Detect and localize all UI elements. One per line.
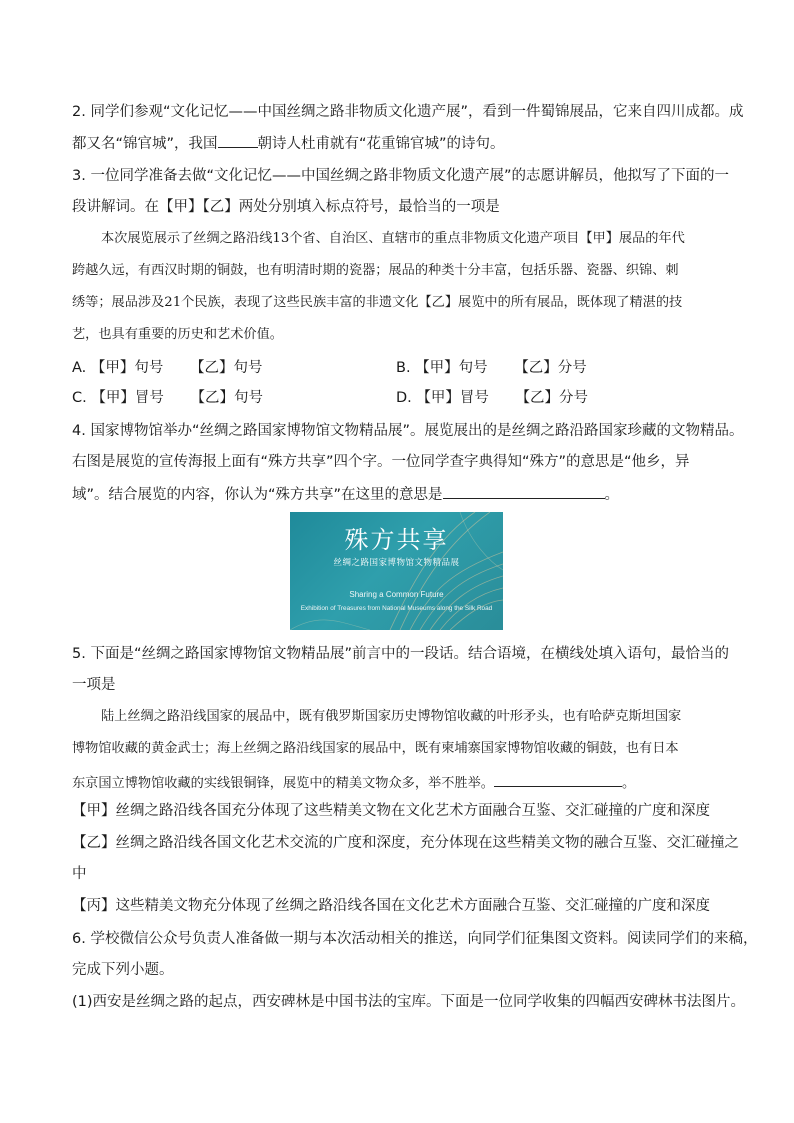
q3-option-c[interactable]	[72, 388, 263, 408]
option-jia: 【甲】句号	[90, 360, 164, 376]
q5-choice-jia: 【甲】丝绸之路沿线各国充分体现了这些精美文物在文化艺术方面融合互鉴、交汇碰撞的广度和深度	[72, 803, 710, 819]
q3-passage-line-3: 绣等；展品涉及21个民族，表现了这些民族丰富的非遗文化【乙】展览中的所有展品，既体现了精湛的技	[72, 295, 683, 310]
poster-title: 殊方共享	[344, 526, 449, 554]
option-jia: 【甲】句号	[415, 360, 488, 376]
option-yi: 【乙】分号	[515, 390, 588, 406]
exhibition-poster-image	[290, 512, 503, 630]
q5-passage-line-2: 博物馆收藏的黄金武士；海上丝绸之路沿线国家的展品中，既有柬埔寨国家博物馆收藏的铜鼓，也有日本	[72, 741, 679, 756]
q5-choice-yi-line-2: 中	[72, 866, 87, 882]
option-yi: 【乙】分号	[514, 360, 587, 376]
q2-line-2	[72, 132, 724, 154]
q4-line-3-start: 域”。结合展览的内容，你认为“殊方共享”在这里的意思是	[72, 487, 443, 503]
q4-line-3	[72, 483, 724, 505]
q5-choice-yi-line-1: 【乙】丝绸之路沿线各国文化艺术交流的广度和深度，充分体现在这些精美文物的融合互鉴、交汇碰撞之	[72, 835, 739, 851]
q2-line-2-start: 都又名“锦官城”，我国	[72, 136, 218, 152]
q3-passage-line-1: 本次展览展示了丝绸之路沿线13个省、自治区、直辖市的重点非物质文化遗产项目【甲】展品的年代	[101, 231, 685, 246]
option-letter: D.	[396, 390, 412, 406]
q5-passage-line-1: 陆上丝绸之路沿线国家的展品中，既有俄罗斯国家历史博物馆收藏的叶形矛头，也有哈萨克斯坦国家	[101, 709, 682, 724]
q3-line-1: 3. 一位同学准备去做“文化记忆——中国丝绸之路非物质文化遗产展”的志愿讲解员，他拟写了下面的一	[72, 168, 729, 184]
q5-passage-end: 。	[622, 776, 636, 791]
poster-english-title: Sharing a Common Future	[349, 590, 444, 599]
option-yi: 【乙】句号	[190, 390, 263, 406]
q5-line-2: 一项是	[72, 677, 116, 693]
q6-line-3: (1)西安是丝绸之路的起点，西安碑林是中国书法的宝库。下面是一位同学收集的四幅西安碑林书法图片。	[72, 994, 746, 1010]
poster-subtitle: 丝绸之路国家博物馆文物精品展	[333, 558, 460, 568]
q2-answer-blank[interactable]	[218, 132, 258, 148]
q3-option-b[interactable]	[396, 358, 587, 378]
q2-line-1: 2. 同学们参观“文化记忆——中国丝绸之路非物质文化遗产展”，看到一件蜀锦展品，它来自四川成都。成	[72, 104, 744, 120]
q3-option-a[interactable]	[72, 358, 263, 378]
q6-line-1: 6. 学校微信公众号负责人准备做一期与本次活动相关的推送，向同学们征集图文资料。阅读同学们的来稿，	[72, 931, 758, 947]
q4-line-3-end: 。	[604, 487, 620, 503]
q5-passage-line-3-text: 东京国立博物馆收藏的实线银铜锋，展览中的精美文物众多，举不胜举。	[72, 776, 494, 791]
q5-answer-blank[interactable]	[494, 771, 622, 787]
q3-option-d[interactable]	[396, 388, 588, 408]
option-jia: 【甲】冒号	[91, 390, 164, 406]
option-letter: A.	[72, 360, 87, 376]
option-letter: C.	[72, 390, 87, 406]
option-jia: 【甲】冒号	[416, 390, 489, 406]
poster-english-subtitle: Exhibition of Treasures from National Museums along the Silk Road	[300, 605, 493, 612]
option-letter: B.	[396, 360, 411, 376]
q6-line-2: 完成下列小题。	[72, 962, 174, 978]
q4-line-1: 4. 国家博物馆举办“丝绸之路国家博物馆文物精品展”。展览展出的是丝绸之路沿路国家珍藏的文物精品。	[72, 423, 744, 439]
q5-choice-bing: 【丙】这些精美文物充分体现了丝绸之路沿线各国在文化艺术方面融合互鉴、交汇碰撞的广度和深度	[72, 898, 710, 914]
q4-line-2: 右图是展览的宣传海报上面有“殊方共享”四个字。一位同学查字典得知“殊方”的意思是“他乡，异	[72, 454, 690, 470]
q3-passage-line-2: 跨越久远，有西汉时期的铜鼓，也有明清时期的瓷器；展品的种类十分丰富，包括乐器、瓷器、织锦、刺	[72, 263, 679, 278]
option-yi: 【乙】句号	[190, 360, 263, 376]
q4-answer-blank[interactable]	[443, 483, 605, 499]
q5-line-1: 5. 下面是“丝绸之路国家博物馆文物精品展”前言中的一段话。结合语境，在横线处填入语句，最恰当的	[72, 646, 729, 662]
q3-line-2: 段讲解词。在【甲】【乙】两处分别填入标点符号，最恰当的一项是	[72, 199, 500, 215]
q3-passage-line-4: 艺，也具有重要的历史和艺术价值。	[72, 327, 283, 342]
q5-passage-line-3	[72, 771, 724, 794]
q2-line-2-end: 朝诗人杜甫就有“花重锦官城”的诗句。	[257, 136, 505, 152]
